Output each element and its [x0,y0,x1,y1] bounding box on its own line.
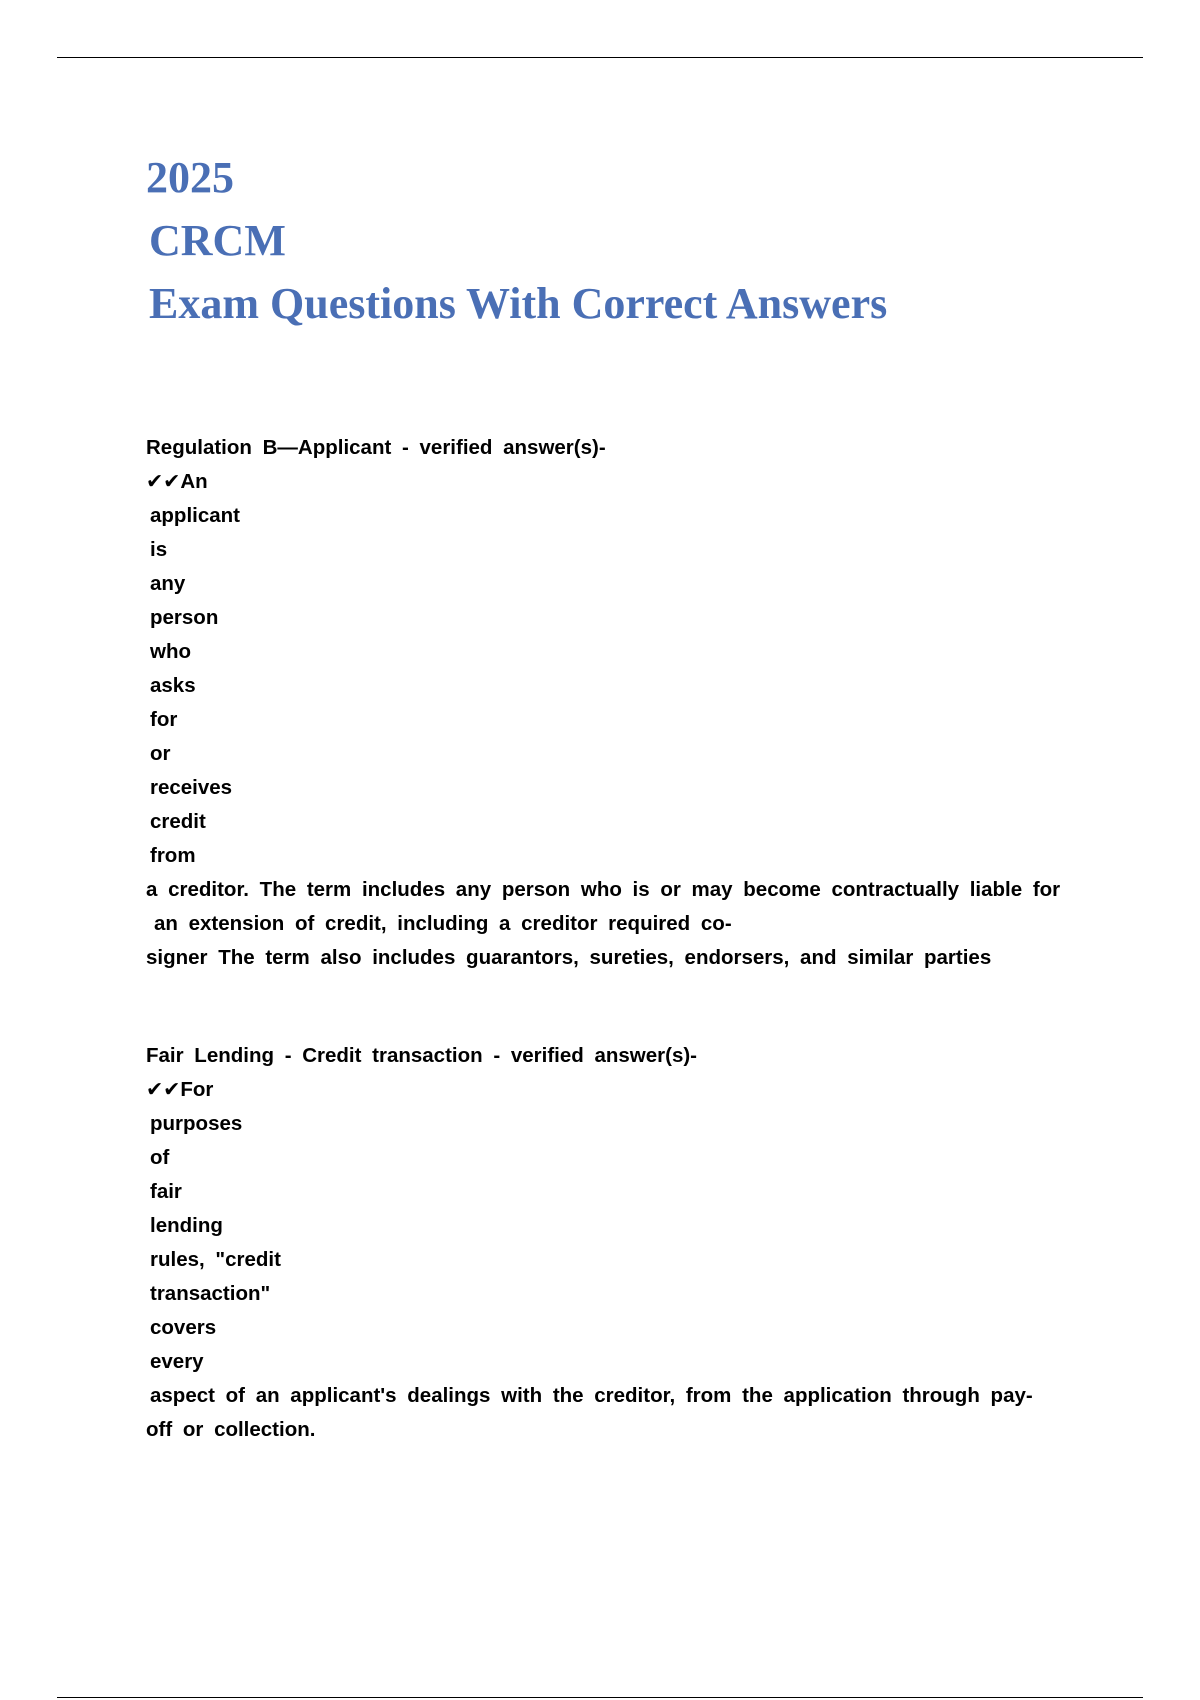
check-mark-icon: ✔✔ [146,470,181,493]
document-title [146,146,887,335]
answer-line: a creditor. The term includes any person who is or may become contractually liable for [146,878,1061,901]
answer-word: asks [150,674,196,697]
answer-line: aspect of an applicant's dealings with the creditor, from the application through pay- [150,1384,1033,1407]
answer-word: person [150,606,219,629]
answer-line: an extension of credit, including a creditor required co- [154,912,732,935]
answer-word: covers [150,1316,217,1339]
answer-word: An [180,470,208,493]
answer-word: lending [150,1214,223,1237]
title-acronym: CRCM [149,216,286,265]
answer-word: of [150,1146,170,1169]
top-rule [57,57,1143,58]
question-text: Fair Lending - Credit transaction - verified answer(s)- [146,1044,698,1067]
answer-word: credit [150,810,206,833]
answer-word: or [150,742,171,765]
answer-line: signer The term also includes guarantors, sureties, endorsers, and similar parties [146,946,992,969]
check-mark-icon: ✔✔ [146,1078,181,1101]
question-text: Regulation B—Applicant - verified answer(s)- [146,436,606,459]
answer-word: any [150,572,186,595]
answer-word: transaction" [150,1282,271,1305]
answer-line: off or collection. [146,1418,316,1441]
title-subtitle: Exam Questions With Correct Answers [149,279,888,328]
answer-word: rules, "credit [150,1248,281,1271]
answer-start [146,1073,1033,1107]
answer-word: applicant [150,504,240,527]
answer-word: is [150,538,168,561]
answer-word: purposes [150,1112,243,1135]
title-year: 2025 [146,153,234,202]
qa-block-fair-lending-credit-transaction [146,1039,1033,1447]
answer-word: fair [150,1180,182,1203]
answer-word: For [180,1078,214,1101]
answer-start [146,465,1060,499]
answer-word: from [150,844,196,867]
answer-word: who [150,640,191,663]
qa-block-regulation-b-applicant [146,431,1060,975]
answer-word: receives [150,776,233,799]
answer-word: every [150,1350,204,1373]
answer-word: for [150,708,178,731]
bottom-rule [57,1697,1143,1698]
